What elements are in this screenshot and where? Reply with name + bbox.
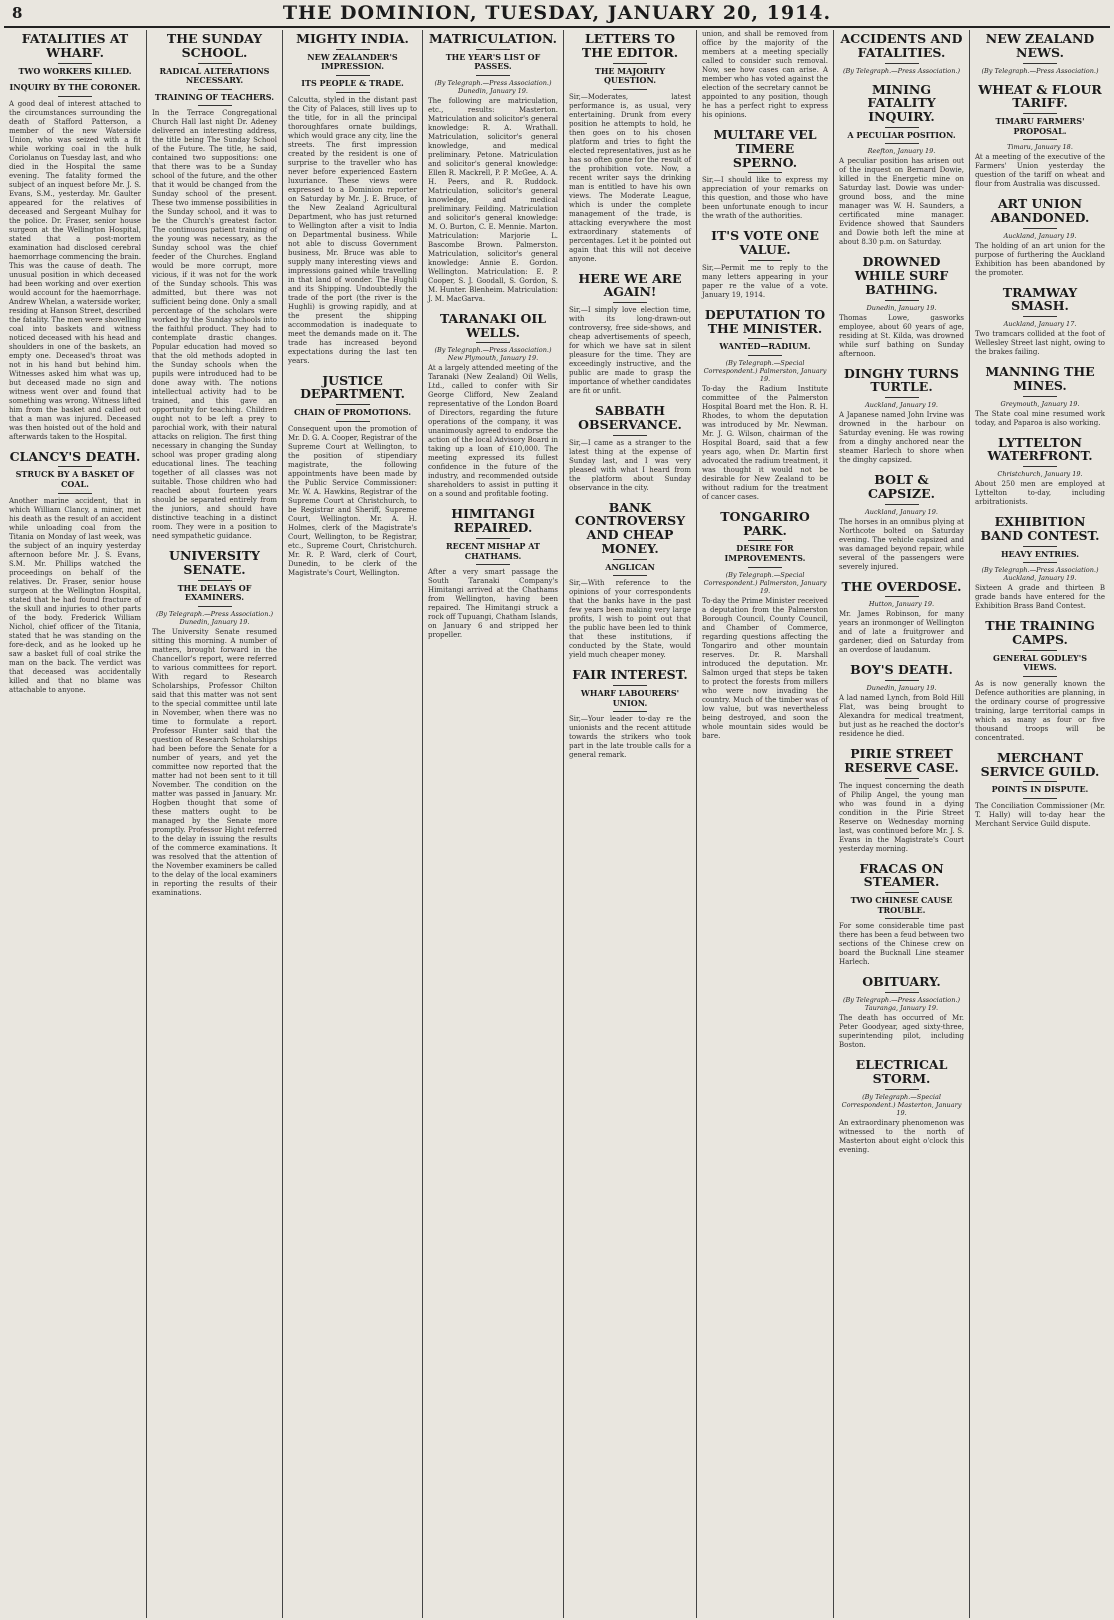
- headline-rule: [1023, 228, 1057, 229]
- dateline: Auckland, January 17.: [1003, 320, 1077, 329]
- article-subheadline: THE YEAR'S LIST OF PASSES.: [445, 51, 541, 72]
- dateline: (By Telegraph.—Special Correspondent.) Masterton, January 19.: [841, 1092, 962, 1117]
- article-subheadline: ITS PEOPLE & TRADE.: [301, 77, 404, 88]
- article-headline: MINING FATALITY INQUIRY.: [867, 81, 936, 124]
- article-headline: ACCIDENTS AND FATALITIES.: [840, 31, 963, 60]
- headline-rule: [198, 580, 232, 581]
- column-3: [283, 30, 423, 1618]
- dateline: Auckland, January 19.: [865, 507, 938, 516]
- article-subheadline: RADICAL ALTERATIONS NECESSARY.: [159, 65, 270, 86]
- article-body: union, and shall be removed from office by the majority of the members at a meeting specially called to consider such removal. Now, see how cases can arise. A member who has voted against the election of the secretary cannot be appointed to any position, though he has a perfect right to express his opinions.: [702, 30, 828, 119]
- article-headline: FRACAS ON STEAMER.: [859, 860, 944, 890]
- dateline: (By Telegraph.—Press Association.): [981, 66, 1099, 75]
- column-7: [834, 30, 970, 1618]
- article-body: The Conciliation Commissioner (Mr. T. Hally) will to-day hear the Merchant Service Guild dispute.: [975, 802, 1105, 829]
- article-body: For some considerable time past there has been a feud between two sections of the Chinese crew on board the Bucknall Line steamer Harlech.: [839, 922, 964, 967]
- dateline: Timaru, January 18.: [1007, 143, 1073, 152]
- article-headline: BOLT & CAPSIZE.: [868, 472, 935, 501]
- article-body: The horses in an omnibus plying at Northcote bolted on Saturday evening. The vehicle capsized and was damaged beyond repair, while several of the passengers were severely injured.: [839, 517, 964, 571]
- article-body: As is now generally known the Defence authorities are planning, in the ordinary course of progressive training, large territorial camps in which as many as four or five thousand troops will be concentrated.: [975, 679, 1105, 742]
- article: [975, 83, 1105, 190]
- article-body: Sir,—I came as a stranger to the latest thing at the expense of Sunday last, and I was very pleased with what I heard from the platform about Sunday observance in the city.: [569, 438, 691, 492]
- article: [975, 32, 1105, 75]
- article-headline: EXHIBITION BAND CONTEST.: [980, 514, 1100, 543]
- article: [839, 1058, 964, 1155]
- headline-rule: [748, 172, 782, 173]
- headline-rule: [748, 540, 782, 541]
- headline-rule: [613, 575, 647, 576]
- headline-rule: [476, 564, 510, 565]
- article: [702, 128, 828, 221]
- headline-rule: [1023, 396, 1057, 397]
- article-headline: IT'S VOTE ONE VALUE.: [711, 228, 819, 257]
- headline-rule: [1023, 798, 1057, 799]
- headline-rule: [336, 75, 370, 76]
- headline-rule: [885, 596, 919, 597]
- article: [428, 507, 558, 640]
- headline-rule: [1023, 562, 1057, 563]
- column-5: [564, 30, 697, 1618]
- article-body: Calcutta, styled in the distant past the City of Palaces, still lives up to the title, for in all the principal thoroughfares ornate buildings, which would grace any city, line the streets. The first impression created by the resident is one of surprise to the traveller who has never before experienced Eastern luxuriance. These views were expressed to a Dominion reporter on Saturday by Mr. J. E. Bruce, of the New Zealand Agricultural Department, who has just returned to Wellington after a visit to India on Departmental business. While not able to discuss Government business, Mr. Bruce was able to supply many interesting views and impressions gained while travelling in that land of wonder. The Hughli and its Shipping. Undoubtedly the trade of the port (the river is the Hughli) is growing rapidly, and at the present the shipping accommodation is inadequate to meet the demands made on it. The trade has increased beyond expectations during the last ten years.: [288, 95, 417, 365]
- article-subheadline: WANTED—RADIUM.: [719, 341, 811, 352]
- article-headline: ELECTRICAL STORM.: [855, 1057, 948, 1086]
- dateline: Dunedin, January 19.: [866, 303, 937, 312]
- article: [839, 83, 964, 248]
- dateline: Christchurch, January 19.: [997, 470, 1083, 479]
- article-body: To-day the Prime Minister received a deputation from the Palmerston Borough Council, County Council, and Chamber of Commerce, regarding questions affecting the Tongariro and other mountain reserves. Dr. R. Marshall introduced the deputation. Mr. Salmon urged that steps be taken to protect the forests from millers who were now invading the country. Much of the timber was of low value, but was nevertheless being destroyed, and soon the whole mountain sides would be bare.: [702, 596, 828, 740]
- article-subheadline: THE MAJORITY QUESTION.: [594, 65, 666, 86]
- article: [839, 663, 964, 739]
- article: [9, 450, 141, 695]
- article-headline: TARANAKI OIL WELLS.: [439, 310, 547, 340]
- article-headline: MULTARE VEL TIMERE SPERNO.: [713, 127, 817, 170]
- article-body: A lad named Lynch, from Bold Hill Flat, was being brought to Alexandra for medical treatment, but just as he reached the doctor's residence he died.: [839, 694, 964, 739]
- newspaper-title: THE DOMINION, TUESDAY, JANUARY 20, 1914.: [282, 2, 832, 24]
- dateline: Dunedin, January 19.: [866, 684, 937, 693]
- column-8: [970, 30, 1110, 1618]
- headline-rule: [885, 397, 919, 398]
- page-number: 8: [12, 4, 23, 22]
- headline-rule: [1023, 63, 1057, 64]
- article-subheadline: NEW ZEALANDER'S IMPRESSION.: [307, 51, 398, 72]
- article-headline: FATALITIES AT WHARF.: [21, 31, 129, 60]
- dateline: Auckland, January 19.: [1003, 231, 1077, 240]
- article: [839, 255, 964, 358]
- headline-rule: [1023, 546, 1057, 547]
- article-headline: JUSTICE DEPARTMENT.: [300, 372, 405, 402]
- headline-rule: [1023, 781, 1057, 782]
- article: [839, 367, 964, 466]
- article-headline: TRAMWAY SMASH.: [1002, 284, 1078, 314]
- article-body: To-day the Radium Institute committee of the Palmerston Hospital Board met the Hon. R. H. Rhodes, to whom the deputation was introduced by Mr. Newman. Mr. J. G. Wilson, chairman of the Hospital Board, said that a few years ago, when Dr. Martin first advocated the radium treatment, it was thought it would not be desirable for New Zealand to be without radium for the treatment of cancer cases.: [702, 384, 828, 501]
- article: [702, 308, 828, 502]
- article-body: The holding of an art union for the purpose of furthering the Auckland Exhibition has been abandoned by the promoter.: [975, 241, 1105, 277]
- headline-rule: [885, 918, 919, 919]
- article-headline: THE TRAINING CAMPS.: [985, 618, 1095, 648]
- article-subheadline: CHAIN OF PROMOTIONS.: [293, 407, 412, 418]
- article-subheadline: GENERAL GODLEY'S VIEWS.: [992, 652, 1087, 673]
- dateline: Auckland, January 19.: [865, 401, 938, 410]
- headline-rule: [885, 63, 919, 64]
- article-subheadline: TWO WORKERS KILLED.: [18, 65, 132, 76]
- article: [839, 580, 964, 656]
- article-subheadline: TIMARU FARMERS' PROPOSAL.: [995, 116, 1085, 136]
- article-headline: BANK CONTROVERSY AND CHEAP MONEY.: [574, 499, 686, 556]
- dateline: Reefton, January 19.: [867, 147, 936, 156]
- article-headline: WHEAT & FLOUR TARIFF.: [978, 81, 1102, 111]
- article: [569, 32, 691, 264]
- headline-rule: [885, 143, 919, 144]
- article-headline: THE SUNDAY SCHOOL.: [166, 31, 263, 60]
- article: [152, 32, 277, 541]
- article-body: After a very smart passage the South Taranaki Company's Himitangi arrived at the Chathams from Wellington, having been repaired. The Himitangi struck a rock off Tupuangi, Chatham Islands, on January 6 and stripped her propeller.: [428, 568, 558, 640]
- headline-rule: [58, 493, 92, 494]
- article-headline: TONGARIRO PARK.: [720, 508, 810, 538]
- headline-rule: [748, 338, 782, 339]
- article: [839, 473, 964, 572]
- article-headline: CLANCY'S DEATH.: [9, 448, 141, 464]
- article-body: Sir,—Permit me to reply to the many letters appearing in your paper re the value of a vote. January 19, 1914.: [702, 263, 828, 299]
- article-headline: HIMITANGI REPAIRED.: [451, 506, 535, 536]
- article-subheadline: TWO CHINESE CAUSE TROUBLE.: [850, 895, 953, 915]
- article-headline: SABBATH OBSERVANCE.: [578, 403, 682, 432]
- article-body: A good deal of interest attached to the circumstances surrounding the death of Stafford Patterson, a member of the new Waterside Union, who was seized with a fit while working coal in the hulk Coriolanus on Tuesday last, and who died in the Hospital the same evening. The fatality formed the subject of an inquest before Mr. J. S. Evans, S.M., yesterday. Mr. Gaulter appeared for the relatives of deceased and Sergeant Mulhay for the police. Dr. Fraser, senior house surgeon at the Wellington Hospital, stated that a post-mortem examination had disclosed cerebral haemorrhage commencing the brain. This was the cause of death. The unusual position in which deceased had been working and over exertion would account for the haemorrhage. Andrew Whelan, a waterside worker, residing at Hanson Street, described the fatality. The men were shovelling coal into baskets and witness noticed deceased with his head and shoulders in one of the baskets, an empty one. Deceased's throat was not in his hand but behind him. Witnesses asked him what was up, but deceased made no sign and witness went over and found that something was wrong. Witness lifted him from the basket and called out that a man was injured. Deceased was then hoisted out of the hold and afterwards taken to the Hospital.: [9, 99, 141, 441]
- headline-rule: [336, 49, 370, 50]
- article: [975, 619, 1105, 743]
- column-2: [147, 30, 283, 1618]
- headline-rule: [476, 342, 510, 343]
- article-headline: DINGHY TURNS TURTLE.: [844, 365, 959, 395]
- article-subheadline: TRAINING OF TEACHERS.: [154, 91, 275, 102]
- article-headline: LETTERS TO THE EDITOR.: [581, 31, 679, 60]
- article-body: Two tramcars collided at the foot of Wellesley Street last night, owing to the brakes failing.: [975, 330, 1105, 357]
- article-headline: LYTTELTON WATERFRONT.: [987, 434, 1093, 464]
- headline-rule: [885, 1089, 919, 1090]
- headline-rule: [885, 300, 919, 301]
- article: [839, 747, 964, 854]
- dateline: (By Telegraph.—Special Correspondent.) Palmerston, January 19.: [703, 358, 827, 383]
- article: [975, 751, 1105, 829]
- headline-rule: [1023, 113, 1057, 114]
- headline-rule: [1023, 466, 1057, 467]
- article: [975, 197, 1105, 278]
- article-body: The inquest concerning the death of Philip Angel, the young man who was found in a dying condition in the Pirie Street Reserve on Wednesday morning last, was continued before Mr. J. S. Evans in the Magistrate's Court yesterday morning.: [839, 781, 964, 853]
- headline-rule: [885, 892, 919, 893]
- article-subheadline: DESIRE FOR IMPROVEMENTS.: [724, 543, 806, 563]
- dateline: Greymouth, January 19.: [1000, 399, 1080, 408]
- article: [839, 975, 964, 1050]
- headline-rule: [613, 685, 647, 686]
- article-subheadline: A PECULIAR POSITION.: [847, 129, 956, 140]
- article-body: Thomas Lowe, gasworks employee, about 60 years of age, residing at St. Kilda, was drowned while surf bathing on Sunday afternoon.: [839, 313, 964, 358]
- article: [702, 30, 828, 120]
- article-headline: MANNING THE MINES.: [985, 364, 1095, 393]
- column-4: [423, 30, 564, 1618]
- headline-rule: [198, 606, 232, 607]
- article-body: Sir,—Your leader to-day re the unionists and the recent attitude towards the strikers who took part in the late trouble calls for a general remark.: [569, 715, 691, 760]
- headline-rule: [198, 63, 232, 64]
- headline-rule: [336, 421, 370, 422]
- headline-rule: [336, 92, 370, 93]
- article-body: Mr. James Robinson, for many years an ironmonger of Wellington and of late a fruitgrower and gardener, died on Saturday from an overdose of laudanum.: [839, 610, 964, 655]
- article: [288, 374, 417, 578]
- article-body: About 250 men are employed at Lyttelton to-day, including arbitrationists.: [975, 480, 1105, 507]
- headline-rule: [1023, 316, 1057, 317]
- article-headline: MIGHTY INDIA.: [296, 31, 409, 46]
- headline-rule: [613, 435, 647, 436]
- article-headline: NEW ZEALAND NEWS.: [985, 31, 1095, 60]
- article-body: The following are matriculation, etc., results: Masterton. Matriculation and solicitor's general knowledge: R. A. Wrathall. Matriculation, solicitor's general knowledge, and medical preliminary. Petone. Matriculation and solicitor's general knowledge: Ellen R. Mackrell, P. P. McGee, A. A. H. Peers, and R. Ruddock. Matriculation, solicitor's general knowledge, and medical preliminary. Feilding. Matriculation and solicitor's general knowledge: M. O. Burton, C. E. Mennie. Marton. Matriculation: Marjorie L. Bascombe Brown. Palmerston. Matriculation, solicitor's general knowledge: Annie E. Gordon. Wellington. Matriculation: E. P. Cooper, S. J. Goodall, S. Gordon, S. M. Hunter. Blenheim. Matriculation: J. M. MacGarva.: [428, 96, 558, 303]
- article: [702, 229, 828, 300]
- article-subheadline: THE DELAYS OF EXAMINERS.: [177, 582, 252, 603]
- article: [428, 32, 558, 304]
- article-headline: HERE WE ARE AGAIN!: [578, 270, 682, 300]
- headline-rule: [885, 778, 919, 779]
- headline-rule: [613, 559, 647, 560]
- article-subheadline: ANGLICAN: [605, 561, 655, 572]
- dateline: Hutton, January 19.: [868, 600, 935, 609]
- article: [428, 312, 558, 500]
- article-headline: ART UNION ABANDONED.: [990, 196, 1090, 225]
- dateline: (By Telegraph.—Press Association.) New Plymouth, January 19.: [434, 346, 552, 363]
- headline-rule: [1023, 139, 1057, 140]
- dateline: (By Telegraph.—Special Correspondent.) Palmerston, January 19.: [703, 570, 827, 595]
- headline-rule: [1023, 676, 1057, 677]
- article-body: A peculiar position has arisen out of the inquest on Bernard Dowie, killed in the Energetic mine on Saturday last. Dowie was under-ground boss, and the mine manager was W. H. Saunders, a certificated mine manager. Evidence showed that Saunders and Dowie both left the mine at about 8.30 p.m. on Saturday.: [839, 157, 964, 247]
- article-body: Sir,—Moderates, latest performance is, as usual, very entertaining. Drunk from every position he attempts to hold, he then goes on to his chosen platform and tries to fight the elected representatives, just as he has so often gone for the result of the prohibition vote. Now, a recent writer says the drinking man is entitled to have his own views. The Moderate League, which is under the complete management of the trade, is attacking everywhere the most extraordinary statements of percentages. Let it be pointed out again that this will not deceive anyone.: [569, 92, 691, 263]
- column-6: [697, 30, 834, 1618]
- headline-rule: [885, 127, 919, 128]
- article: [9, 32, 141, 442]
- headline-rule: [613, 89, 647, 90]
- article-body: The death has occurred of Mr. Peter Goodyear, aged sixty-three, superintending pilot, including Boston.: [839, 1014, 964, 1050]
- article-headline: DROWNED WHILE SURF BATHING.: [854, 254, 949, 297]
- article-subheadline: STRUCK BY A BASKET OF COAL.: [15, 469, 135, 490]
- headline-rule: [58, 79, 92, 80]
- article-body: Another marine accident, that in which William Clancy, a miner, met his death as the result of an accident while unloading coal from the Titania on Monday of last week, was the subject of an inquiry yesterday afternoon before Mr. J. S. Evans, S.M. Mr. Phillips watched the proceedings on behalf of the relatives. Dr. Fraser, senior house surgeon at the Wellington Hospital, stated that he had found fracture of the skull and injuries to other parts of the body. Frederick William Nichol, chief officer of the Titania, stated that he was standing on the fore-deck, and as he looked up he saw a basket full of coal strike the man on the back. The verdict was that deceased was accidentally killed and that no blame was attachable to anyone.: [9, 496, 141, 694]
- article-subheadline: POINTS IN DISPUTE.: [991, 784, 1089, 795]
- article-body: Sir,—I simply love election time, with its long-drawn-out controversy, free side-shows, and cheap advertisements of speech, for which we have sat in silent pleasure for the time. They are exceedingly instructive, and the public are made to grasp the importance of whether candidates are fit or unfit.: [569, 306, 691, 396]
- article: [975, 286, 1105, 358]
- article: [839, 32, 964, 75]
- dateline: (By Telegraph.—Press Association.) Dunedin, January 19.: [434, 78, 552, 95]
- headline-rule: [613, 711, 647, 712]
- article-headline: DEPUTATION TO THE MINISTER.: [704, 306, 826, 336]
- article-headline: MATRICULATION.: [428, 31, 558, 46]
- headline-rule: [58, 63, 92, 64]
- article: [288, 32, 417, 366]
- article-body: Consequent upon the promotion of Mr. D. G. A. Cooper, Registrar of the Supreme Court at Wellington, to the position of stipendiary magistrate, the following appointments have been made by the Public Service Commissioner: Mr. W. A. Hawkins, Registrar of the Supreme Court at Christchurch, to be Registrar and Sheriff, Supreme Court, Wellington. Mr. A. H. Holmes, clerk of the Magistrate's Court, Wellington, to be Registrar, etc., Supreme Court, Christchurch. Mr. R. P. Ward, clerk of Court, Dunedin, to be clerk of the Magistrate's Court, Wellington.: [288, 424, 417, 577]
- headline-rule: [748, 260, 782, 261]
- headline-rule: [198, 105, 232, 106]
- article: [152, 549, 277, 898]
- article: [702, 510, 828, 741]
- article: [569, 272, 691, 397]
- article-body: The State coal mine resumed work today, and Paparoa is also working.: [975, 409, 1105, 427]
- article-headline: OBITUARY.: [862, 974, 941, 990]
- article-headline: BOY'S DEATH.: [850, 662, 953, 678]
- headline-rule: [885, 504, 919, 505]
- headline-rule: [198, 89, 232, 90]
- dateline: (By Telegraph.—Press Association.) Auckland, January 19.: [981, 566, 1099, 583]
- headline-rule: [1023, 650, 1057, 651]
- article: [569, 404, 691, 493]
- article-body: An extraordinary phenomenon was witnessed to the north of Masterton about eight o'clock this evening.: [839, 1118, 964, 1154]
- article-headline: MERCHANT SERVICE GUILD.: [980, 749, 1100, 779]
- headline-rule: [476, 49, 510, 50]
- article-subheadline: WHARF LABOURERS' UNION.: [580, 688, 680, 708]
- article-body: A Japanese named John Irvine was drowned in the harbour on Saturday evening. He was rowing from a dinghy anchored near the steamer Harlech to shore when the dinghy capsized.: [839, 411, 964, 465]
- article: [975, 436, 1105, 508]
- article-headline: THE OVERDOSE.: [841, 578, 962, 594]
- headline-rule: [336, 404, 370, 405]
- article-body: In the Terrace Congregational Church Hall last night Dr. Adeney delivered an interesting address, the title being The Sunday School of the Future. The title, he said, contained two suppositions: one that there was to be a Sunday school of the future, and the other that it would be changed from the Sunday school of the present. These two immense possibilities in the Sunday school, and it was to be the Church's greatest factor. The continuous patient training of the young was necessary, as the Sunday school was the chief feeder of the Churches. England would be more corrupt, more vicious, if it was not for the work of the Sunday schools. This was admitted, but there was not sufficient being done. Only a small percentage of the scholars were worked by the Sunday schools into the faithful product. They had to contemplate drastic changes. Popular education had moved so that the old methods adopted in the Sunday schools when the pupils were introduced had to be done away with. The notions intellectual activity had to be trained, and this gave an opportunity for teaching. Children ought not to be left a prey to parochial work, with their natural attacks on religion. The first thing necessary in changing the Sunday school was proper grading along educational lines. The teaching together of all classes was not suitable. Those children who had reached about fourteen years should be separated entirely from the juniors, and should have distinctive teaching in a distinct room. They were in a position to need sympathetic guidance.: [152, 109, 277, 541]
- headline-rule: [476, 538, 510, 539]
- headline-rule: [476, 75, 510, 76]
- headline-rule: [58, 466, 92, 467]
- headline-rule: [885, 680, 919, 681]
- article-body: At a meeting of the executive of the Farmers' Union yesterday the question of the tariff on wheat and flour from Australia was discussed.: [975, 153, 1105, 189]
- article-subheadline: INQUIRY BY THE CORONER.: [9, 82, 141, 93]
- dateline: (By Telegraph.—Press Association.) Tauranga, January 19.: [842, 996, 961, 1013]
- headline-rule: [748, 567, 782, 568]
- article: [975, 365, 1105, 428]
- article-headline: UNIVERSITY SENATE.: [169, 548, 260, 578]
- dateline: (By Telegraph.—Press Association.) Dunedin, January 19.: [155, 609, 274, 626]
- dateline: (By Telegraph.—Press Association.): [842, 66, 961, 75]
- headline-rule: [613, 302, 647, 303]
- article-body: The University Senate resumed sitting this morning. A number of matters, brought forward in the Chancellor's report, were referred to various committees for report. With regard to Research Scholarships, Professor Chilton said that this matter was not sent to the special committee until late in November, when there was no time to formulate a report. Professor Hunter said that the question of Research Scholarships had been before the Senate for a number of years, and yet the committee now reported that the matter had not been sent to it till November. The condition on the matter was passed in January. Mr. Hogben thought that some of these matters ought to be managed by the Senate more promptly. Professor Hight referred to the delay in issuing the results of the commerce examinations. It was resolved that the attention of the November examiners be called to the delay of the local examiners in reporting the results of their examinations.: [152, 627, 277, 897]
- article-body: Sir,—With reference to the opinions of your correspondents that the banks have in the past few years been making very large profits, I wish to point out that the public have been led to think that these institutions, if conducted by the State, would yield much cheaper money.: [569, 579, 691, 660]
- article: [839, 862, 964, 968]
- article-body: Sir,—I should like to express my appreciation of your remarks on this question, and those who have been unfortunate enough to incur the wrath of the authorities.: [702, 176, 828, 221]
- article-subheadline: RECENT MISHAP AT CHATHAMS.: [446, 540, 540, 561]
- article-body: Sixteen A grade and thirteen B grade bands have entered for the Exhibition Brass Band Contest.: [975, 584, 1105, 611]
- article-subheadline: HEAVY ENTRIES.: [1000, 548, 1080, 559]
- headline-rule: [58, 96, 92, 97]
- article-body: At a largely attended meeting of the Taranaki (New Zealand) Oil Wells, Ltd., called to confer with Sir George Clifford, New Zealand representative of the London Board of Directors, regarding the future operations of the company, it was unanimously agreed to endorse the action of the local Advisory Board in taking up a loan of £10,000. The meeting expressed its fullest confidence in the future of the industry, and recommended outside shareholders to assist in putting it on a sound and profitable footing.: [428, 364, 558, 499]
- article: [569, 501, 691, 661]
- headline-rule: [613, 63, 647, 64]
- headline-rule: [748, 355, 782, 356]
- article-headline: FAIR INTEREST.: [572, 667, 688, 683]
- article: [569, 668, 691, 760]
- masthead: [4, 2, 1110, 28]
- headline-rule: [885, 992, 919, 993]
- article-headline: PIRIE STREET RESERVE CASE.: [844, 746, 959, 775]
- column-1: [4, 30, 147, 1618]
- article: [975, 515, 1105, 611]
